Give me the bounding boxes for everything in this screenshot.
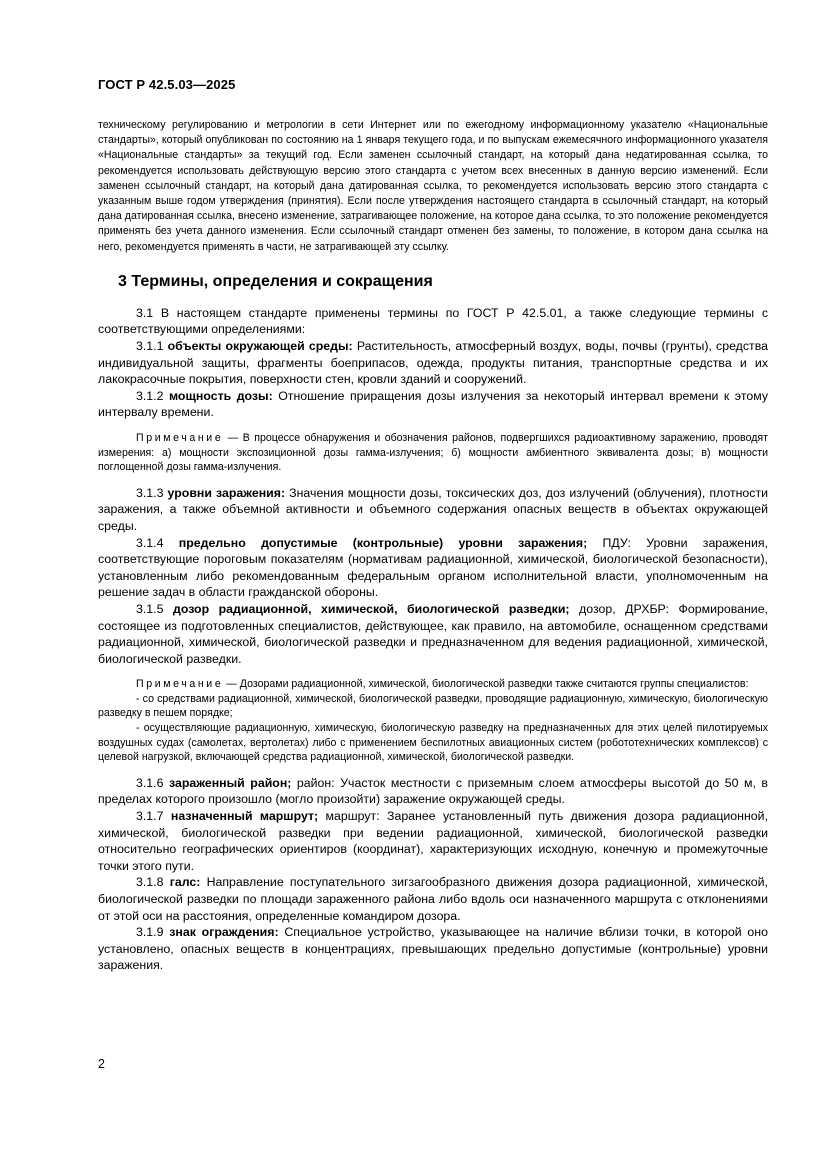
term-name: предельно допустимые (контрольные) уровни заражения;: [178, 535, 588, 550]
term-3-1-6: [98, 775, 768, 808]
paragraph-3-1: 3.1 В настоящем стандарте применены термины по ГОСТ Р 42.5.01, а также следующие термины с соответствующими определениями:: [98, 305, 768, 337]
note-list-item: - со средствами радиационной, химической, биологической разведки, проводящие радиационную, химическую, биологическую разведку в пешем порядке;: [98, 692, 768, 720]
note-label: Примечание: [136, 431, 224, 444]
term-definition: Специальное устройство, указывающее на наличие вблизи точки, в которой оно установлено, опасных веществ в концентрациях, превышающих предельно допустимые (контрольные) уровни заражения.: [98, 925, 768, 973]
term-number: 3.1.3: [136, 485, 164, 500]
term-name: назначенный маршрут;: [170, 809, 319, 824]
document-body: [98, 118, 768, 974]
term-number: 3.1.4: [136, 535, 164, 550]
term-3-1-4: [98, 535, 768, 601]
term-3-1-9: [98, 924, 768, 974]
term-number: 3.1.5: [136, 601, 164, 616]
term-3-1-8: [98, 874, 768, 924]
term-number: 3.1.7: [136, 809, 164, 824]
term-3-1-2: [98, 388, 768, 421]
term-number: 3.1.8: [136, 875, 164, 890]
term-definition: дозор, ДРХБР: Формирование, состоящее из подготовленных специалистов, действующее, как правило, на автомобиле, оснащенном средствами радиационной, химической, биологической разведки и предназначенном для ведения радиационной, химической, биологической разведки.: [98, 601, 768, 666]
note-1: [98, 431, 768, 475]
section-title: 3 Термины, определения и сокращения: [118, 272, 433, 290]
document-header: ГОСТ Р 42.5.03—2025: [98, 77, 236, 92]
term-3-1-3: [98, 485, 768, 535]
term-definition: Отношение приращения дозы излучения за некоторый интервал времени к этому интервалу времени.: [98, 388, 769, 420]
term-number: 3.1.6: [136, 775, 164, 790]
term-number: 3.1.1: [136, 339, 164, 354]
note-text: — Дозорами радиационной, химической, биологической разведки также считаются группы специалистов:: [223, 678, 749, 691]
term-name: знак ограждения:: [169, 925, 279, 940]
note-list-item: - осуществляющие радиационную, химическую, биологическую разведку на предназначенных для этих целей пилотируемых воздушных судах (самолетах, вертолетах) либо с применением беспилотных авиационных систем (робототехнических комплексов) с целевой нагрузкой, включающей средства радиационной, химической, биологической разведки.: [98, 722, 768, 764]
term-definition: Направление поступательного зигзагообразного движения дозора радиационной, химической, биологической разведки по площади зараженного района либо вдоль оси назначенного маршрута с отклонениями от этой оси на расстояния, определенные командиром дозора.: [98, 875, 768, 923]
note-2: [98, 677, 768, 765]
note-text: — В процессе обнаружения и обозначения районов, подвергшихся радиоактивному заражению, проводят измерения: а) мощности экспозиционной дозы гамма-излучения; б) мощности амбиентного эквивалента дозы; в) мощности поглощенной дозы гамма-излучения.: [98, 431, 768, 474]
term-name: зараженный район;: [169, 775, 292, 790]
intro-paragraph: техническому регулированию и метрологии в сети Интернет или по ежегодному информационному указателю «Национальные стандарты», который опубликован по состоянию на 1 января текущего года, и по выпускам ежемесячного информационного указателя «Национальные стандарты» за текущий год. Если заменен ссылочный стандарт, на который дана недатированная ссылка, то рекомендуется использовать действующую версию этого стандарта с учетом всех внесенных в данную версию изменений. Если заменен ссылочный стандарт, на который дана датированная ссылка, то рекомендуется использовать версию этого стандарта с указанным выше годом утверждения (принятия). Если после утверждения настоящего стандарта в ссылочный стандарт, на который дана датированная ссылка, внесено изменение, затрагивающее положение, на которое дана ссылка, то это положение рекомендуется применять без учета данного изменения. Если ссылочный стандарт отменен без замены, то положение, в котором дана ссылка на него, рекомендуется применять в части, не затрагивающей эту ссылку.: [98, 119, 768, 253]
term-definition: район: Участок местности с приземным слоем атмосферы высотой до 50 м, в пределах которого произошло (могло произойти) заражение окружающей среды.: [98, 775, 768, 807]
term-definition: Растительность, атмосферный воздух, воды, почвы (грунты), средства индивидуальной защиты, фрагменты боеприпасов, одежда, продукты питания, транспортные средства и их лакокрасочные покрытия, поверхности стен, кровли зданий и сооружений.: [98, 339, 768, 387]
term-number: 3.1.2: [136, 388, 164, 403]
term-3-1-1: [98, 338, 768, 388]
term-definition: ПДУ: Уровни заражения, соответствующие пороговым показателям (нормативам радиационной, химической, биологической безопасности), установленным либо рекомендованным федеральным органом исполнительной власти, уполномоченным на решение задач в области гражданской обороны.: [98, 535, 768, 600]
page-number: 2: [98, 1057, 105, 1071]
term-name: галс:: [169, 875, 201, 890]
term-name: объекты окружающей среды:: [167, 339, 353, 354]
term-name: мощность дозы:: [168, 388, 273, 403]
term-3-1-5: [98, 601, 768, 667]
note-label: Примечание: [136, 678, 224, 691]
term-definition: маршрут: Заранее установленный путь движения дозора радиационной, химической, биологической разведки при ведении радиационной, химической, биологической разведки относительно географических ориентиров (координат), характеризующих исходную, конечную и промежуточные точки этого пути.: [98, 809, 768, 873]
term-number: 3.1.9: [136, 925, 164, 940]
term-3-1-7: [98, 808, 768, 874]
term-name: дозор радиационной, химической, биологической разведки;: [173, 601, 570, 616]
term-definition: Значения мощности дозы, токсических доз, доз излучений (облучения), плотности заражения, а также объемной активности и объемного содержания опасных веществ в объектах окружающей среды.: [98, 485, 768, 533]
term-name: уровни заражения:: [167, 485, 286, 500]
